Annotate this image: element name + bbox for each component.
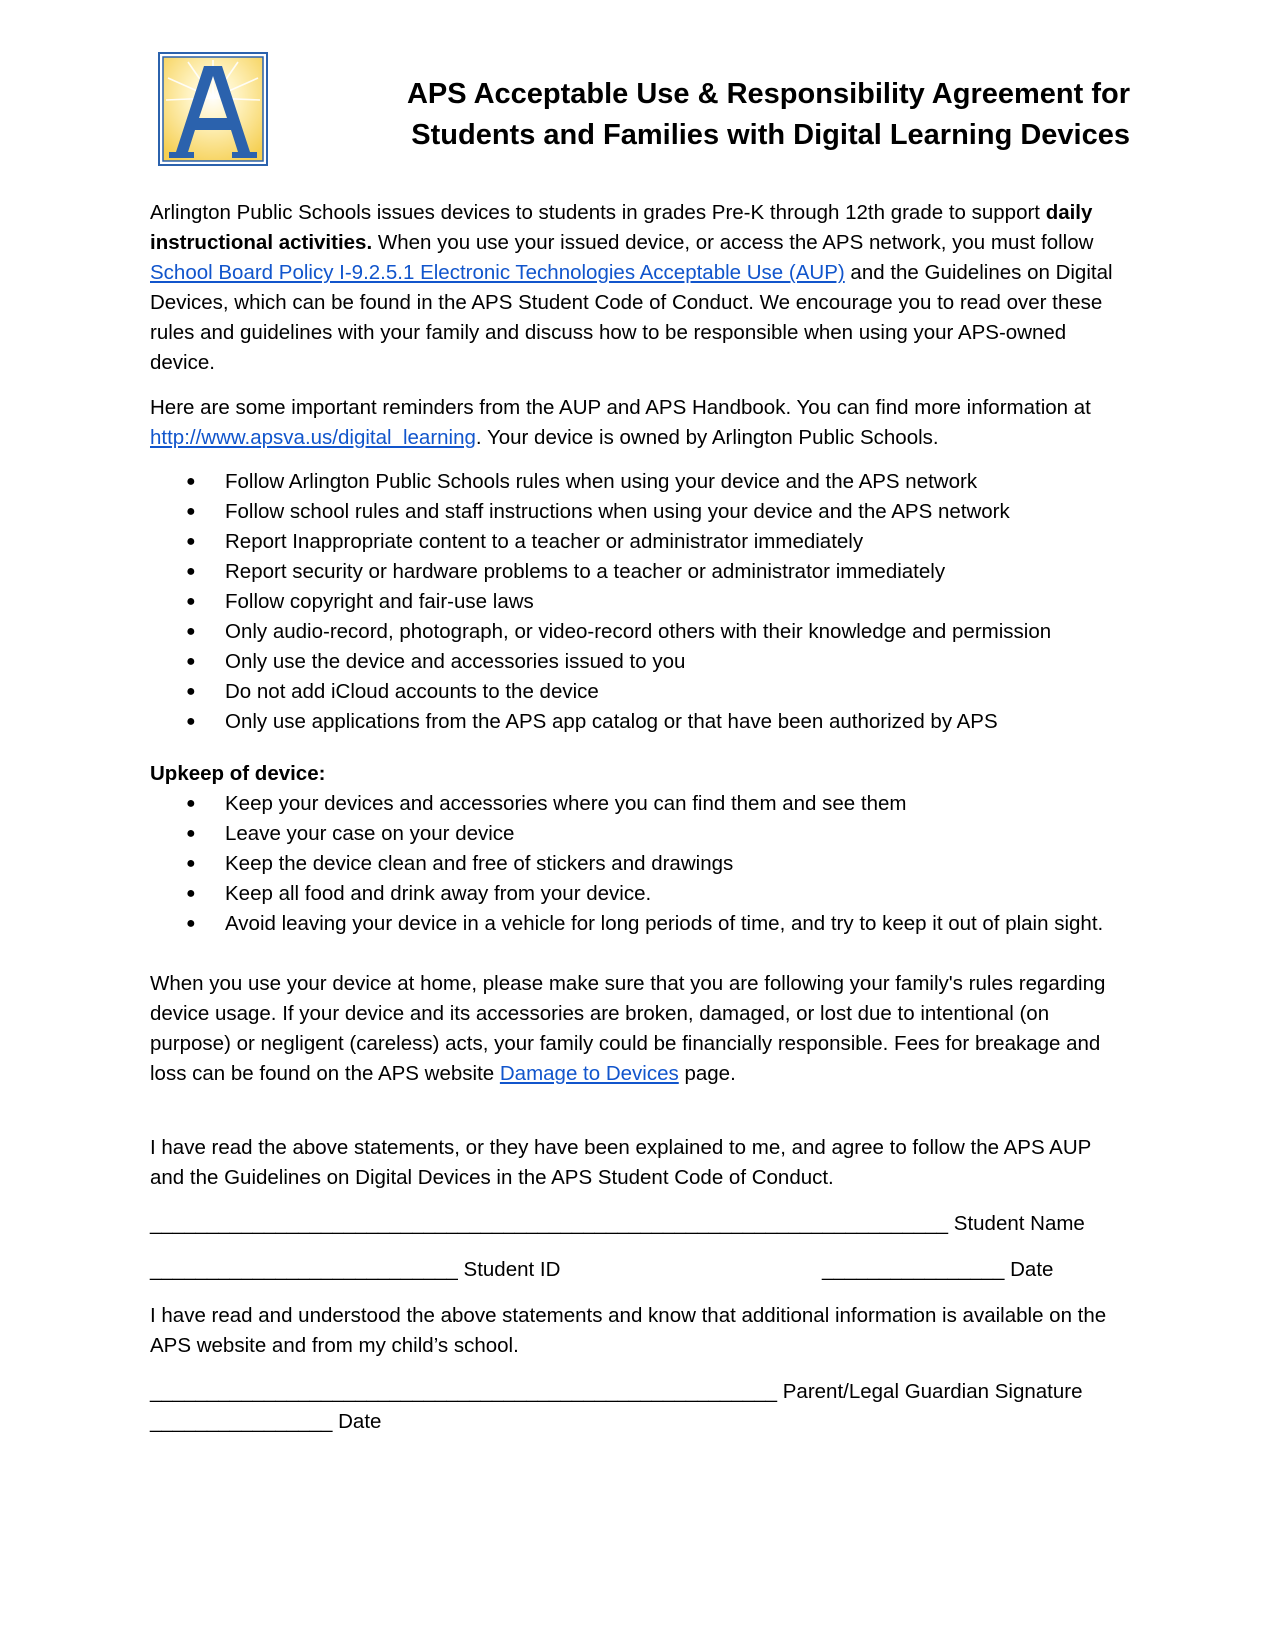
intro-bold-text: daily instructional activities.: [150, 201, 1093, 254]
list-item: [150, 789, 1130, 819]
list-item: [150, 879, 1130, 909]
aup-policy-link[interactable]: School Board Policy I-9.2.5.1 Electronic Technologies Acceptable Use (AUP): [150, 261, 845, 284]
upkeep-heading: Upkeep of device:: [150, 762, 326, 785]
list-item: [150, 497, 1130, 527]
list-item-text: Do not add iCloud accounts to the device: [225, 680, 599, 703]
list-item: [150, 849, 1130, 879]
list-item: [150, 557, 1130, 587]
bullet-icon: ●: [186, 795, 196, 812]
list-item: [150, 587, 1130, 617]
rules-list: [150, 467, 1130, 737]
parent-statement: I have read and understood the above statements and know that additional information is available on the APS website and from my child’s school.: [150, 1304, 1107, 1357]
list-item-text: Only audio-record, photograph, or video-record others with their knowledge and permission: [225, 620, 1052, 643]
bullet-icon: ●: [186, 855, 196, 872]
home-use-paragraph: [150, 969, 1130, 1089]
bullet-icon: ●: [186, 503, 196, 520]
bullet-icon: ●: [186, 825, 196, 842]
list-item-text: Follow copyright and fair-use laws: [225, 590, 534, 613]
bullet-icon: ●: [186, 915, 196, 932]
bullet-icon: ●: [186, 683, 196, 700]
student-name-line[interactable]: ______________________________________________________________________ Student Name: [150, 1212, 1085, 1235]
bullet-icon: ●: [186, 885, 196, 902]
student-id-date-row: [150, 1255, 1130, 1285]
bullet-icon: ●: [186, 653, 196, 670]
list-item-text: Leave your case on your device: [225, 822, 515, 845]
bullet-icon: ●: [186, 593, 196, 610]
list-item-text: Keep all food and drink away from your device.: [225, 882, 652, 905]
list-item-text: Keep the device clean and free of stickers and drawings: [225, 852, 734, 875]
home-use-text-2: page.: [678, 1062, 736, 1085]
damage-to-devices-link[interactable]: Damage to Devices: [499, 1062, 679, 1085]
reminders-paragraph: [150, 393, 1130, 453]
list-item-text: Keep your devices and accessories where you can find them and see them: [225, 792, 907, 815]
aps-logo: [158, 52, 268, 166]
reminders-text-2: . Your device is owned by Arlington Public Schools.: [475, 426, 939, 449]
document-body: [150, 198, 1130, 1437]
bullet-icon: ●: [186, 473, 196, 490]
bullet-icon: ●: [186, 563, 196, 580]
list-item: [150, 819, 1130, 849]
list-item-text: Report security or hardware problems to a teacher or administrator immediately: [225, 560, 946, 583]
student-statement: I have read the above statements, or they have been explained to me, and agree to follow the APS AUP and the Guidelines on Digital Devices in the APS Student Code of Conduct.: [150, 1136, 1091, 1189]
list-item: [150, 707, 1130, 737]
reminders-text-1: Here are some important reminders from the AUP and APS Handbook. You can find more information at: [150, 396, 1091, 419]
intro-text-2: When you use your issued device, or access the APS network, you must follow: [372, 231, 1094, 254]
list-item-text: Report Inappropriate content to a teacher or administrator immediately: [225, 530, 864, 553]
bullet-icon: ●: [186, 533, 196, 550]
list-item: [150, 647, 1130, 677]
intro-text-1: Arlington Public Schools issues devices to students in grades Pre-K through 12th grade to support: [150, 201, 1046, 224]
upkeep-list: [150, 789, 1130, 939]
list-item: [150, 677, 1130, 707]
parent-date-line[interactable]: ________________ Date: [150, 1410, 382, 1433]
bullet-icon: ●: [186, 713, 196, 730]
home-use-text-1: When you use your device at home, please make sure that you are following your family's rules regarding device usage. If your device and its accessories are broken, damaged, or lost due to intentional (on purpose) or negligent (careless) acts, your family could be financially responsible. Fees for breakage and loss can be found on the APS website: [150, 972, 1106, 1085]
intro-paragraph: [150, 198, 1130, 378]
digital-learning-link[interactable]: http://www.apsva.us/digital_learning: [150, 426, 476, 449]
student-date-line[interactable]: ________________ Date: [822, 1258, 1054, 1281]
page-title: [330, 74, 1130, 156]
list-item: [150, 909, 1130, 939]
intro-text-3: and the Guidelines on Digital Devices, which can be found in the APS Student Code of Conduct. We encourage you to read over these rules and guidelines with your family and discuss how to be responsible when using your APS-owned device.: [150, 261, 1113, 374]
list-item-text: Follow school rules and staff instructions when using your device and the APS network: [225, 500, 1010, 523]
list-item-text: Follow Arlington Public Schools rules when using your device and the APS network: [225, 470, 978, 493]
title-line-2: Students and Families with Digital Learning Devices: [411, 119, 1130, 151]
list-item: [150, 527, 1130, 557]
aps-logo-icon: [158, 52, 268, 166]
bullet-icon: ●: [186, 623, 196, 640]
parent-signature-line[interactable]: _______________________________________________________ Parent/Legal Guardian Signature: [150, 1380, 1083, 1403]
student-id-line[interactable]: ___________________________ Student ID: [150, 1258, 561, 1281]
list-item-text: Avoid leaving your device in a vehicle for long periods of time, and try to keep it out of plain sight.: [225, 912, 1104, 935]
list-item: [150, 467, 1130, 497]
list-item-text: Only use applications from the APS app catalog or that have been authorized by APS: [225, 710, 998, 733]
title-line-1: APS Acceptable Use & Responsibility Agreement for: [406, 78, 1130, 110]
list-item: [150, 617, 1130, 647]
list-item-text: Only use the device and accessories issued to you: [225, 650, 686, 673]
